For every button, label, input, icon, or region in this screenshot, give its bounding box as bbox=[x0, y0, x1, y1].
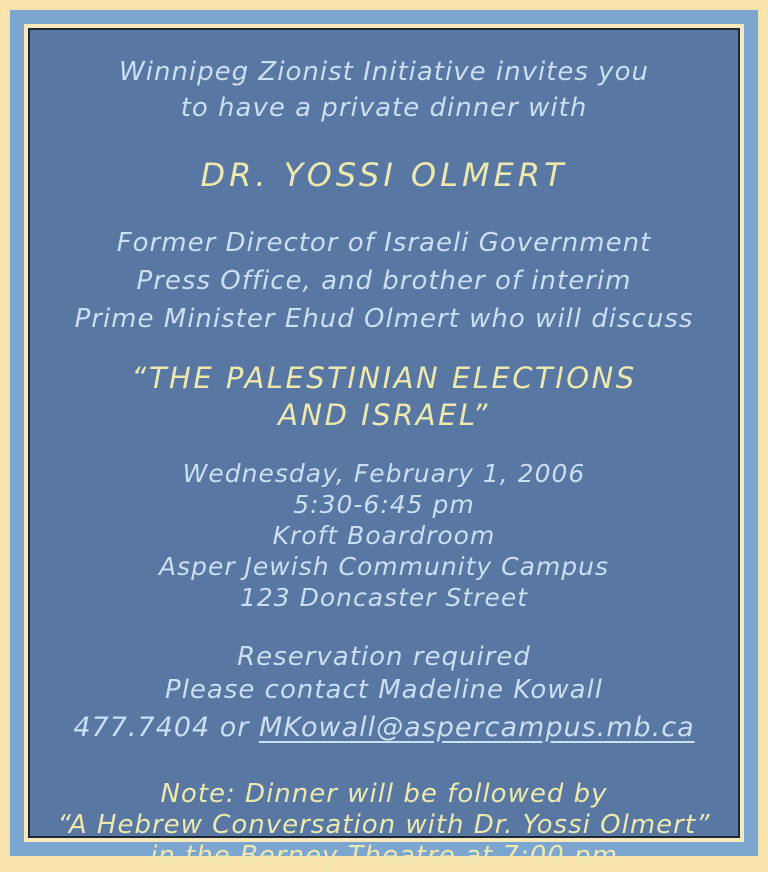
note-text bbox=[57, 779, 710, 872]
note-line-3: in the Berney Theatre at 7:00 pm bbox=[150, 841, 618, 871]
bio-line-2: Press Office, and brother of interim bbox=[136, 266, 632, 296]
event-address: 123 Doncaster Street bbox=[239, 583, 529, 612]
note-line-1: Note: Dinner will be followed by bbox=[160, 779, 608, 809]
invitation-card bbox=[28, 28, 740, 871]
blue-mat-border bbox=[10, 10, 758, 871]
intro-line-1: Winnipeg Zionist Initiative invites you bbox=[119, 57, 649, 87]
speaker-name: DR. YOSSI OLMERT bbox=[200, 156, 568, 194]
event-details bbox=[159, 458, 609, 613]
rsvp-line-1: Reservation required bbox=[237, 642, 531, 672]
topic-line-1: “THE PALESTINIAN ELECTIONS bbox=[131, 361, 637, 395]
bio-line-1: Former Director of Israeli Government bbox=[116, 228, 652, 258]
event-room: Kroft Boardroom bbox=[272, 521, 496, 550]
note-line-2: “A Hebrew Conversation with Dr. Yossi Olmert” bbox=[57, 810, 711, 840]
topic-title bbox=[131, 360, 636, 434]
event-date: Wednesday, February 1, 2006 bbox=[182, 459, 586, 488]
topic-line-2: AND ISRAEL” bbox=[278, 398, 490, 432]
intro-line-2: to have a private dinner with bbox=[180, 93, 588, 123]
event-venue: Asper Jewish Community Campus bbox=[158, 552, 610, 581]
rsvp-line-2: Please contact Madeline Kowall bbox=[165, 675, 603, 705]
rsvp-text bbox=[165, 641, 603, 707]
email-link[interactable]: MKowall@aspercampus.mb.ca bbox=[258, 712, 695, 743]
contact-line bbox=[73, 712, 694, 743]
contact-separator: or bbox=[210, 712, 259, 743]
event-time: 5:30-6:45 pm bbox=[293, 490, 475, 519]
cream-liner-border bbox=[24, 24, 744, 871]
intro-text bbox=[119, 54, 649, 126]
invitation-content bbox=[30, 30, 738, 871]
bio-line-3: Prime Minister Ehud Olmert who will discuss bbox=[74, 304, 694, 334]
speaker-bio bbox=[75, 224, 694, 338]
phone-number: 477.7404 bbox=[73, 712, 211, 743]
